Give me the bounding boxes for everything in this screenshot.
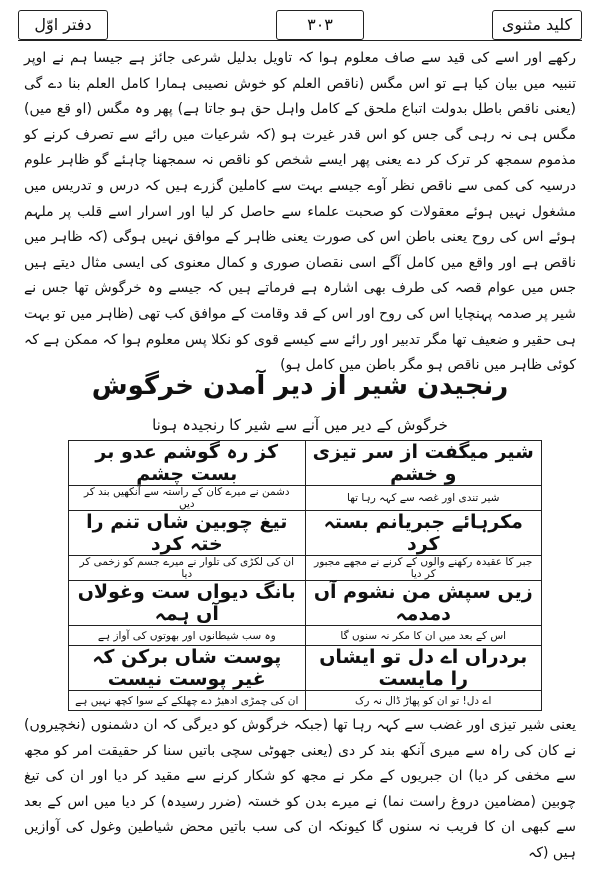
- verse-hemistich-right: شیر میگفت از سر تیزی و خشم: [305, 441, 542, 486]
- translation-row: [69, 486, 542, 511]
- page-number-box: ۳۰۳: [276, 10, 364, 40]
- section-subheading: خرگوش کے دیر میں آنے سے شیر کا رنجیدہ ہونا: [152, 416, 448, 434]
- verse-row: [69, 581, 542, 626]
- verse-hemistich-left: بانگ دیواں ست وغولاں آں ہمہ: [69, 581, 306, 626]
- book-title-box: کلید مثنوی: [492, 10, 582, 40]
- translation-row: [69, 691, 542, 711]
- page-header: [18, 8, 582, 42]
- translation-left: ان کی چمڑی ادھیڑ دے چھلکے کے سوا کچھ نہیں ہے: [69, 691, 306, 711]
- translation-row: [69, 626, 542, 646]
- verse-hemistich-right: زیں سپش من نشوم آں دمدمہ: [305, 581, 542, 626]
- header-rule: [18, 40, 582, 41]
- verse-row: [69, 646, 542, 691]
- translation-right: جبر کا عقیدہ رکھنے والوں کے کرنے نے مجھے مجبور کر دیا: [305, 556, 542, 581]
- translation-row: [69, 556, 542, 581]
- verse-hemistich-right: بردراں اے دل تو ایشاں را مایست: [305, 646, 542, 691]
- commentary-paragraph-2: یعنی شیر تیزی اور غضب سے کہہ رہا تھا (جبکہ خرگوش کو دیرگی کہ ان دشمنوں (نخچیروں) نے کان کی راہ سے میری آنکھ بند کر دی (یعنی جھوٹی سچی باتیں سنا کر حقیقت امر کو مجھ سے مخفی کر دیا) ان جبریوں کے مکر نے مجھ کو شکار کرنے سے مقید کر دیا اور ان کی تیغ چوبین (مضامین دروغ راست نما) نے میرے بدن کو خستہ (ضرر رسیدہ) کر دیا میں اس کے بعد سے کبھی ان کا فریب نہ سنوں گا کیونکہ ان کی سب باتیں محض شیاطین وغول کی آوازیں ہیں (کہ: [24, 717, 576, 861]
- commentary-paragraph-1: رکھے اور اسے کی قید سے صاف معلوم ہوا کہ تاویل بدلیل شرعی جائز ہے جیسا ہم نے اوپر تنبیہ میں بیان کیا ہے تو اس مگس (ناقص العلم کو خوش نصیبی ہمارا کامل العلم بنا دے گی (یعنی ناقص باطل بدولت اتباع ملحق کے کامل واہل حق ہو جاتا ہے) پھر وہ مگس (او قع میں) مگس ہی نہ رہی گی جس کو اس قدر غیرت ہو (کہ شرعیات میں رائے سے تصرف کرنے کو مذموم سمجھ کر ترک کر دے یعنی پھر ایسے شخص کو ناقص نہ سمجھنا چاہئے گو ظاہر علوم درسیہ کی کمی سے ناقص نظر آوے جیسے بہت سے کاملین گزرے ہیں کہ درس و تدریس میں مشغول نہیں ہوئے معقولات کو صحبت علماء سے حاصل کر لیا اور اسرار اسے قلب پر ملہم ہوئے اس کی روح یعنی باطن اس کی صورت یعنی ظاہر کے موافق نہیں ہوگی (کہ ظاہر میں ناقص ہے اور واقع میں کامل آگے اسی نقصان صوری و کمال معنوی کی ایسی مثال دیتے ہیں جس میں عوام قصہ کی طرف بھی اشارہ ہے فرماتے ہیں کہ جیسے وہ خرگوش تھا جس نے شیر پر صدمہ پہنچایا اس کی روح اور اس کے قد وقامت کے موافق کب تھی (ظاہر میں تو بہت ہی حقیر و ضعیف تھا مگر تدبیر اور رائے سے کیسے قوی کو نکلا پس معلوم ہوا کہ ممکن ہے کہ کوئی ظاہر میں ناقص ہو مگر باطن میں کامل ہو): [24, 50, 576, 374]
- verse-hemistich-right: مکرہائے جبریانم بستہ کرد: [305, 511, 542, 556]
- translation-left: ان کی لکڑی کی تلوار نے میرے جسم کو زخمی کر دیا: [69, 556, 306, 581]
- translation-right: شیر تندی اور غصہ سے کہہ رہا تھا: [305, 486, 542, 511]
- verse-row: [69, 441, 542, 486]
- verse-hemistich-left: تیغ چوبین شاں تنم را ختہ کرد: [69, 511, 306, 556]
- verse-table: [68, 440, 542, 711]
- translation-left: دشمن نے میرے کان کے راستہ سے آنکھیں بند کر دیں: [69, 486, 306, 511]
- verse-row: [69, 511, 542, 556]
- translation-left: وہ سب شیطانوں اور بھوتوں کی آواز ہے: [69, 626, 306, 646]
- verse-hemistich-left: پوست شاں برکن کہ غیر پوست نیست: [69, 646, 306, 691]
- volume-title-box: دفتر اوّل: [18, 10, 108, 40]
- verse-hemistich-left: کز رہ گوشم عدو بر بست چشم: [69, 441, 306, 486]
- translation-right: اے دل! تو ان کو پھاڑ ڈال نہ رک: [305, 691, 542, 711]
- section-heading: رنجیدن شیر از دیر آمدن خرگوش: [91, 371, 509, 401]
- translation-right: اس کے بعد میں ان کا مکر نہ سنوں گا: [305, 626, 542, 646]
